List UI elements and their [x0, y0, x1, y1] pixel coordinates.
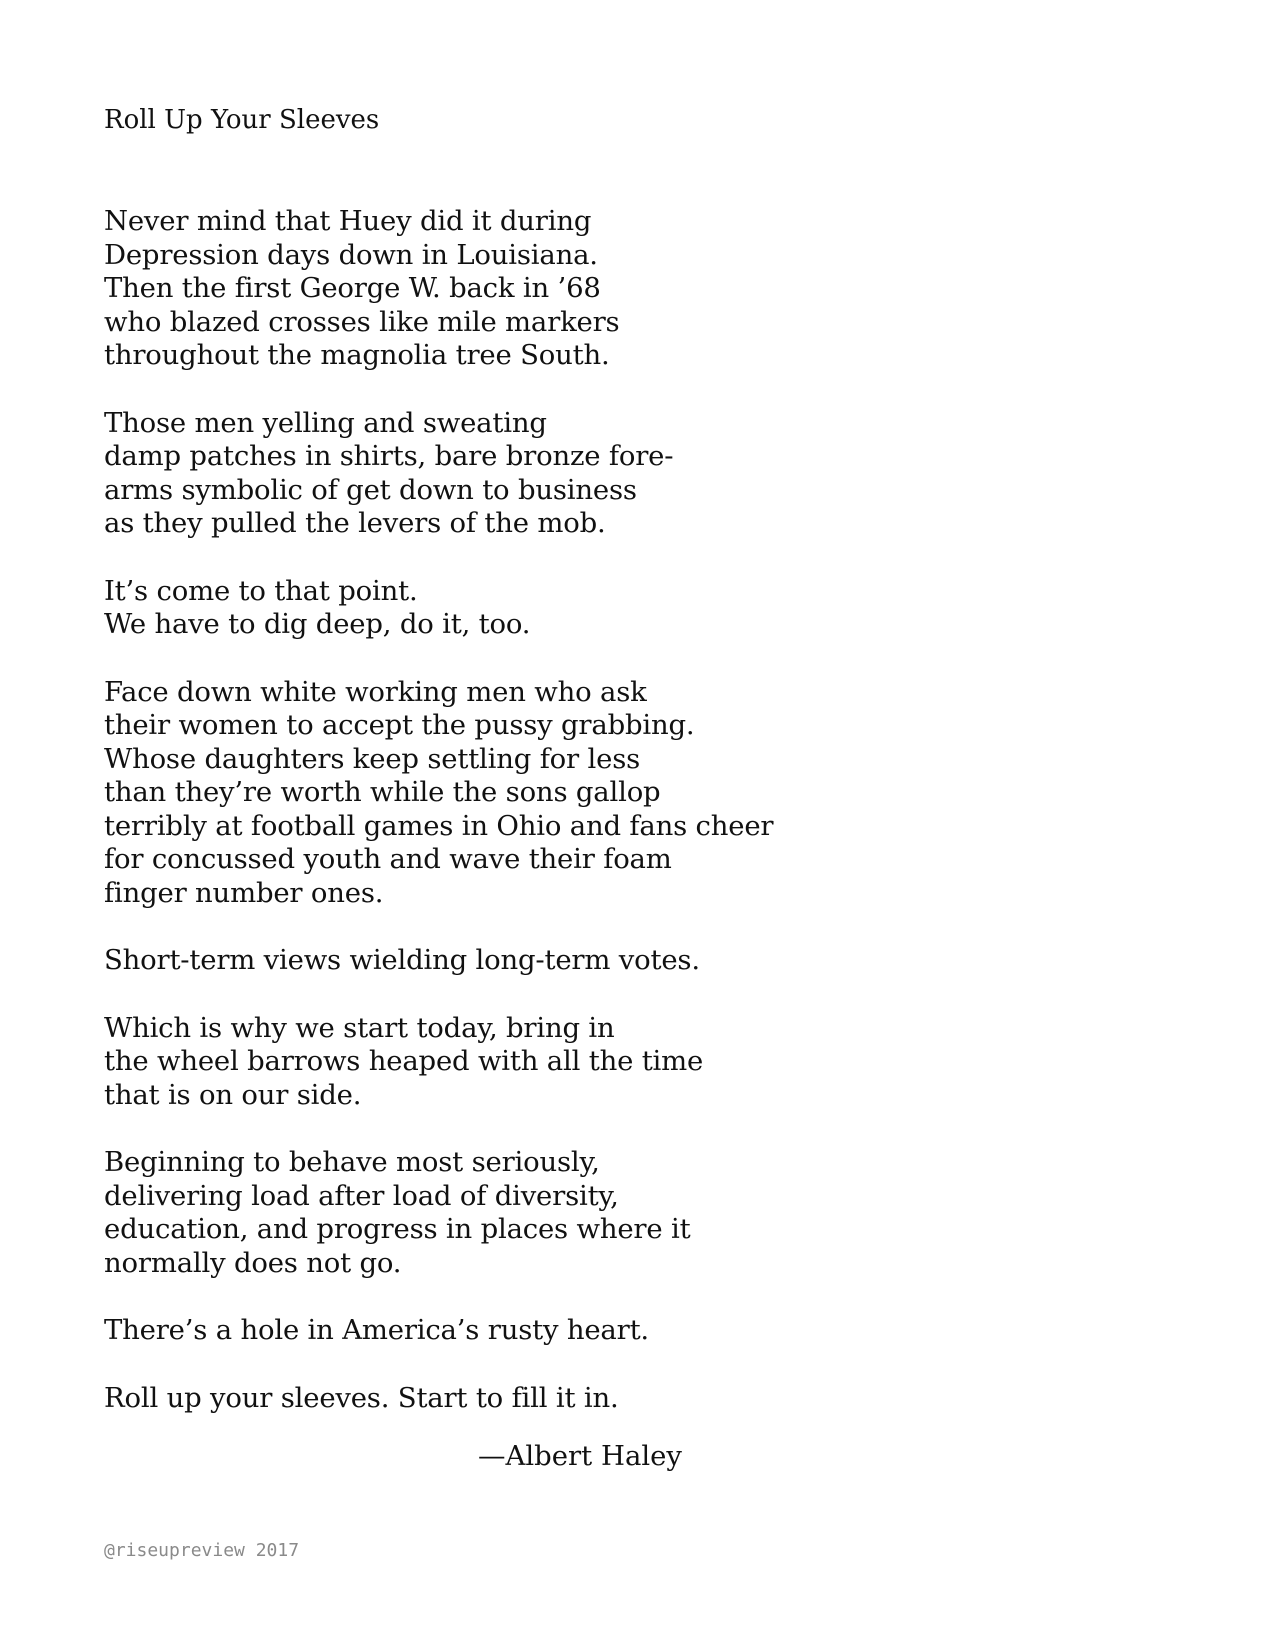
poem-body — [104, 205, 1204, 1449]
poem-line: Depression days down in Louisiana. — [104, 238, 598, 271]
stanza-7 — [104, 1146, 1204, 1280]
poem-line: damp patches in shirts, bare bronze fore- — [104, 440, 674, 472]
stanza-8 — [104, 1314, 1204, 1348]
copyright-footer: @riseupreview 2017 — [104, 1540, 300, 1561]
poem-line: delivering load after load of diversity, — [104, 1179, 619, 1212]
poem-line: normally does not go. — [104, 1246, 402, 1279]
poem-line: Roll up your sleeves. Start to fill it in. — [104, 1381, 619, 1414]
poem-line: terribly at football games in Ohio and fans cheer — [104, 809, 774, 842]
poem-line: There’s a hole in America’s rusty heart. — [104, 1314, 649, 1346]
poem-line: Which is why we start today, bring in — [104, 1011, 615, 1044]
poem-line: We have to dig deep, do it, too. — [104, 608, 531, 640]
poem-line: for concussed youth and wave their foam — [104, 843, 672, 875]
stanza-9 — [104, 1382, 1204, 1416]
poem-line: Face down white working men who ask — [104, 675, 647, 708]
stanza-4 — [104, 676, 1204, 911]
stanza-6 — [104, 1012, 1204, 1113]
poem-line: that is on our side. — [104, 1078, 362, 1111]
poem-line: the wheel barrows heaped with all the time — [104, 1045, 704, 1077]
stanza-5 — [104, 944, 1204, 978]
poem-line: Beginning to behave most seriously, — [104, 1146, 600, 1178]
poem-line: arms symbolic of get down to business — [104, 473, 637, 506]
stanza-3 — [104, 575, 1204, 642]
stanza-1 — [104, 205, 1204, 373]
stanza-2 — [104, 407, 1204, 541]
poem-line: as they pulled the levers of the mob. — [104, 507, 606, 539]
poem-line: Then the first George W. back in ’68 — [104, 272, 601, 304]
poem-line: Whose daughters keep settling for less — [104, 742, 641, 775]
poem-line: than they’re worth while the sons gallop — [104, 776, 661, 808]
author-signature: —Albert Haley — [478, 1440, 682, 1472]
poem-line: Short-term views wielding long-term votes. — [104, 944, 700, 976]
poem-line: Never mind that Huey did it during — [104, 205, 592, 237]
poem-line: education, and progress in places where it — [104, 1213, 691, 1245]
poem-title: Roll Up Your Sleeves — [104, 105, 380, 135]
poem-line: It’s come to that point. — [104, 574, 418, 607]
poem-line: their women to accept the pussy grabbing. — [104, 709, 695, 741]
poem-line: finger number ones. — [104, 876, 384, 909]
poem-line: throughout the magnolia tree South. — [104, 339, 610, 371]
poem-line: Those men yelling and sweating — [104, 406, 547, 439]
poem-line: who blazed crosses like mile markers — [104, 305, 620, 338]
